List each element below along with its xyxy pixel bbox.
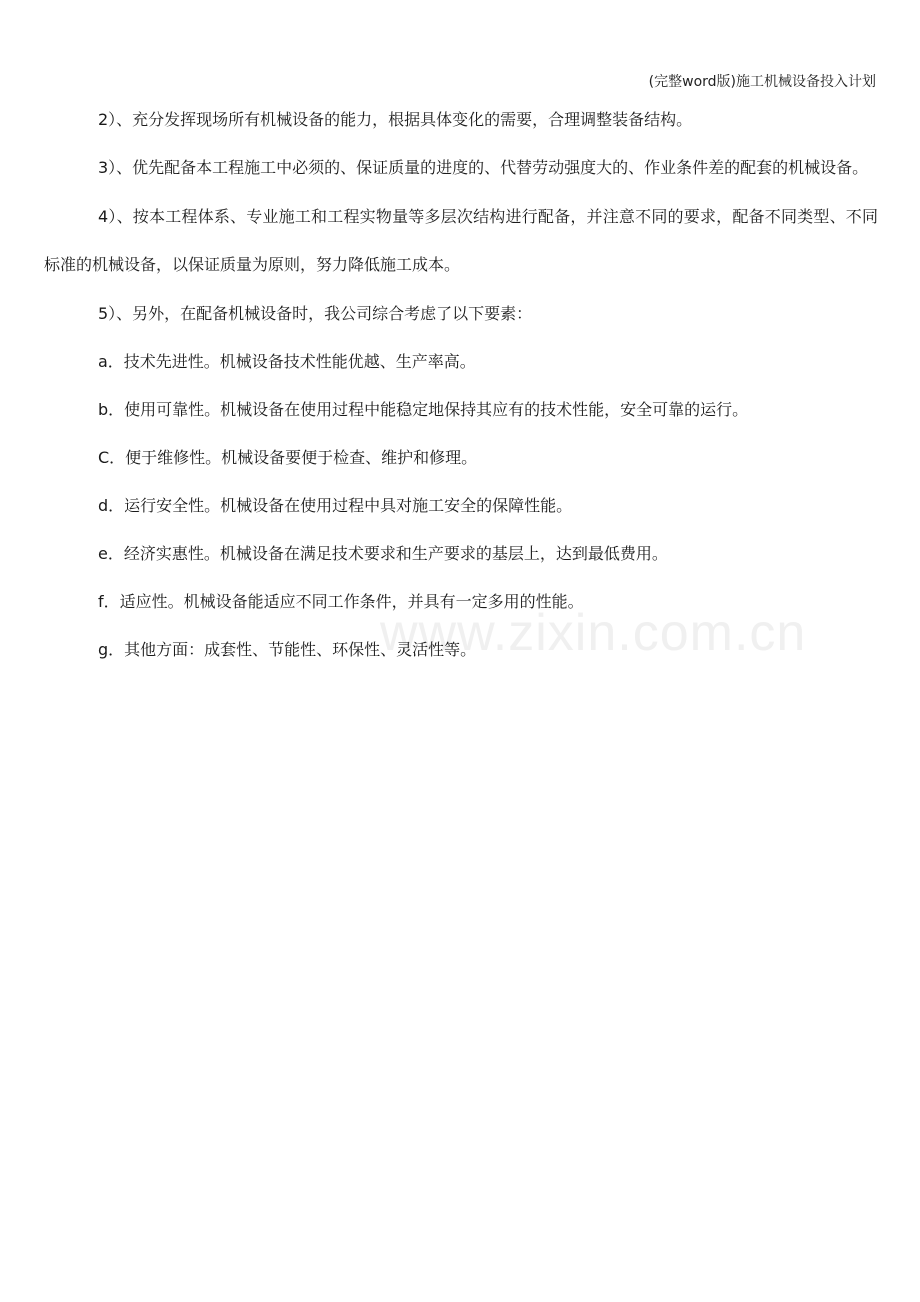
paragraph-3: 3）、优先配备本工程施工中必须的、保证质量的进度的、代替劳动强度大的、作业条件差的配套的机械设备。 [98, 158, 869, 177]
paragraph-2: 2）、充分发挥现场所有机械设备的能力，根据具体变化的需要，合理调整装备结构。 [98, 110, 693, 129]
list-item-d: d．运行安全性。机械设备在使用过程中具对施工安全的保障性能。 [98, 496, 573, 515]
list-item-b: b．使用可靠性。机械设备在使用过程中能稳定地保持其应有的技术性能，安全可靠的运行。 [98, 400, 749, 419]
paragraph-5: 5）、另外，在配备机械设备时，我公司综合考虑了以下要素： [98, 304, 533, 323]
watermark-text: www.zixin.com.cn [380, 604, 807, 662]
list-item-c: C．便于维修性。机械设备要便于检查、维护和修理。 [98, 448, 478, 467]
list-item-a: a．技术先进性。机械设备技术性能优越、生产率高。 [98, 352, 476, 371]
list-item-e: e．经济实惠性。机械设备在满足技术要求和生产要求的基层上，达到最低费用。 [98, 544, 668, 563]
page-header-title: (完整word版)施工机械设备投入计划 [648, 74, 876, 90]
paragraph-4: 4）、按本工程体系、专业施工和工程实物量等多层次结构进行配备，并注意不同的要求，配备不同类型、不同标准的机械设备，以保证质量为原则，努力降低施工成本。 [44, 207, 878, 274]
document-body [44, 104, 878, 682]
list-item-f: f．适应性。机械设备能适应不同工作条件，并具有一定多用的性能。 [98, 592, 584, 611]
list-item-g: g．其他方面：成套性、节能性、环保性、灵活性等。 [98, 640, 477, 659]
